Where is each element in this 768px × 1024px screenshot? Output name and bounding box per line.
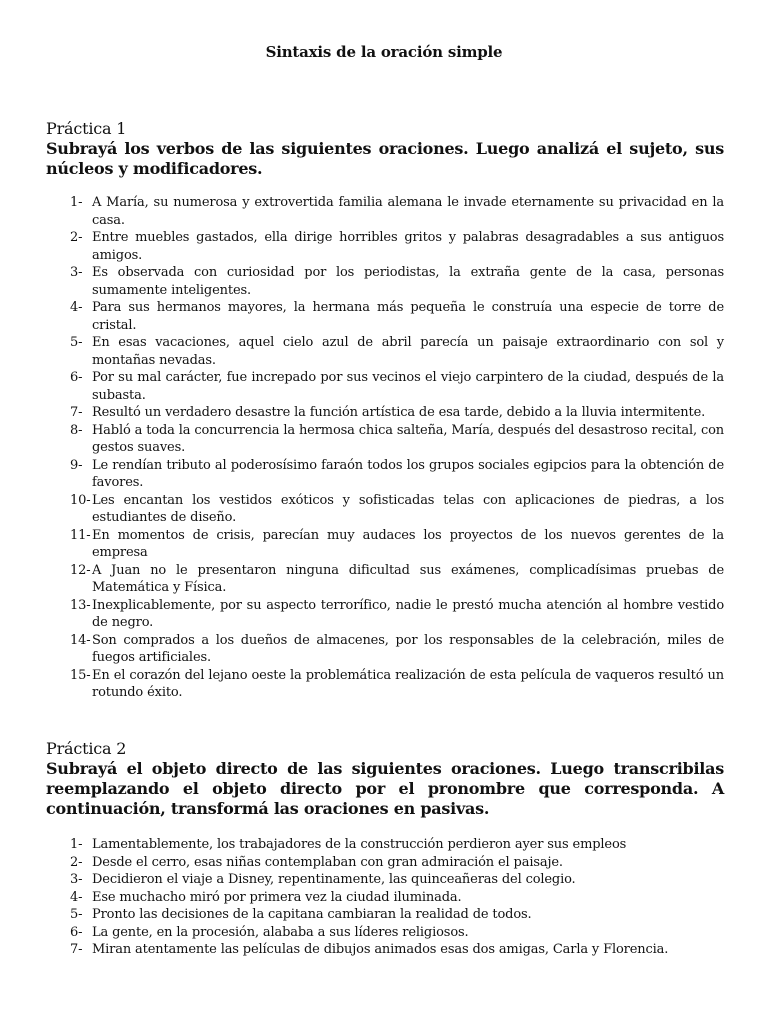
practica-2-instruction: Subrayá el objeto directo de las siguientes oraciones. Luego transcribilas reemplazando el objeto directo por el pronombre que corresponda. A continuación, transformá las oraciones en pasivas. [46, 759, 724, 818]
list-item [46, 527, 724, 562]
list-item [46, 667, 724, 702]
list-item [46, 597, 724, 632]
list-item-text: A Juan no le presentaron ninguna dificultad sus exámenes, complicadísimas pruebas de Matemática y Física. [92, 562, 724, 595]
practica-1-heading: Práctica 1 [46, 119, 127, 138]
practica-2-section [46, 739, 724, 959]
list-item-number: 11- [70, 527, 91, 543]
list-item-text: Para sus hermanos mayores, la hermana más pequeña le construía una especie de torre de cristal. [92, 300, 724, 333]
list-item-number: 1- [70, 195, 83, 210]
list-item [46, 924, 724, 942]
list-item [46, 229, 724, 264]
practica-1-section [46, 119, 724, 702]
list-item-text: La gente, en la procesión, alababa a sus líderes religiosos. [92, 924, 469, 940]
list-item [46, 334, 724, 369]
list-item [46, 906, 724, 924]
list-item [46, 871, 724, 889]
list-item [46, 194, 724, 229]
list-item-number: 13- [70, 597, 91, 613]
list-item [46, 299, 724, 334]
list-item-number: 5- [70, 335, 83, 350]
list-item-text: Son comprados a los dueños de almacenes, por los responsables de la celebración, miles de fuegos artificiales. [92, 632, 724, 665]
list-item-number: 5- [70, 907, 83, 922]
list-item [46, 889, 724, 907]
list-item-text: A María, su numerosa y extrovertida familia alemana le invade eternamente su privacidad en la casa. [92, 195, 724, 228]
list-item-number: 15- [70, 667, 91, 683]
list-item-text: Ese muchacho miró por primera vez la ciudad iluminada. [92, 889, 462, 905]
list-item [46, 264, 724, 299]
list-item-number: 3- [70, 872, 83, 887]
list-item-text: En momentos de crisis, parecían muy audaces los proyectos de los nuevos gerentes de la empresa [92, 527, 724, 560]
list-item [46, 404, 724, 422]
list-item-text: Miran atentamente las películas de dibujos animados esas dos amigas, Carla y Florencia. [92, 942, 669, 957]
list-item-text: Habló a toda la concurrencia la hermosa chica salteña, María, después del desastroso recital, con gestos suaves. [92, 422, 724, 455]
list-item-number: 6- [70, 924, 83, 940]
list-item-text: Inexplicablemente, por su aspecto terrorífico, nadie le prestó mucha atención al hombre vestido de negro. [92, 597, 724, 630]
list-item-number: 10- [70, 492, 91, 508]
list-item-text: Le rendían tributo al poderosísimo faraón todos los grupos sociales egipcios para la obtención de favores. [92, 457, 724, 490]
list-item-number: 3- [70, 265, 83, 280]
practica-1-instruction: Subrayá los verbos de las siguientes oraciones. Luego analizá el sujeto, sus núcleos y modificadores. [46, 139, 724, 178]
list-item [46, 422, 724, 457]
list-item-number: 12- [70, 562, 91, 578]
list-item [46, 836, 724, 854]
list-item [46, 632, 724, 667]
list-item-number: 9- [70, 457, 83, 473]
list-item-text: Es observada con curiosidad por los periodistas, la extraña gente de la casa, personas sumamente inteligentes. [92, 265, 724, 298]
list-item-text: Lamentablemente, los trabajadores de la construcción perdieron ayer sus empleos [92, 837, 627, 852]
list-item [46, 941, 724, 959]
practica-2-list [46, 836, 724, 959]
list-item-text: Resultó un verdadero desastre la función artística de esa tarde, debido a la lluvia intermitente. [92, 405, 706, 420]
list-item-text: Desde el cerro, esas niñas contemplaban con gran admiración el paisaje. [92, 854, 563, 870]
list-item-number: 4- [70, 300, 83, 315]
list-item-text: Por su mal carácter, fue increpado por sus vecinos el viejo carpintero de la ciudad, después de la subasta. [92, 370, 724, 403]
list-item-number: 7- [70, 405, 83, 420]
list-item-text: Entre muebles gastados, ella dirige horribles gritos y palabras desagradables a sus antiguos amigos. [92, 230, 724, 263]
list-item-text: En el corazón del lejano oeste la problemática realización de esta película de vaqueros resultó un rotundo éxito. [92, 667, 724, 700]
practica-1-list [46, 194, 724, 702]
list-item-number: 8- [70, 422, 83, 438]
list-item [46, 369, 724, 404]
list-item-number: 4- [70, 889, 83, 905]
list-item [46, 457, 724, 492]
document-title: Sintaxis de la oración simple [265, 43, 503, 61]
list-item-text: Les encantan los vestidos exóticos y sofisticadas telas con aplicaciones de piedras, a los estudiantes de diseño. [92, 492, 724, 525]
list-item [46, 562, 724, 597]
list-item-text: Pronto las decisiones de la capitana cambiaran la realidad de todos. [92, 907, 532, 922]
list-item [46, 492, 724, 527]
list-item [46, 854, 724, 872]
list-item-number: 6- [70, 370, 83, 385]
list-item-text: En esas vacaciones, aquel cielo azul de abril parecía un paisaje extraordinario con sol y montañas nevadas. [92, 335, 724, 368]
list-item-number: 2- [70, 230, 83, 245]
list-item-number: 1- [70, 837, 83, 852]
list-item-number: 14- [70, 632, 91, 648]
list-item-text: Decidieron el viaje a Disney, repentinamente, las quinceañeras del colegio. [92, 872, 576, 887]
practica-2-heading: Práctica 2 [46, 739, 127, 758]
list-item-number: 2- [70, 854, 83, 870]
list-item-number: 7- [70, 942, 83, 957]
